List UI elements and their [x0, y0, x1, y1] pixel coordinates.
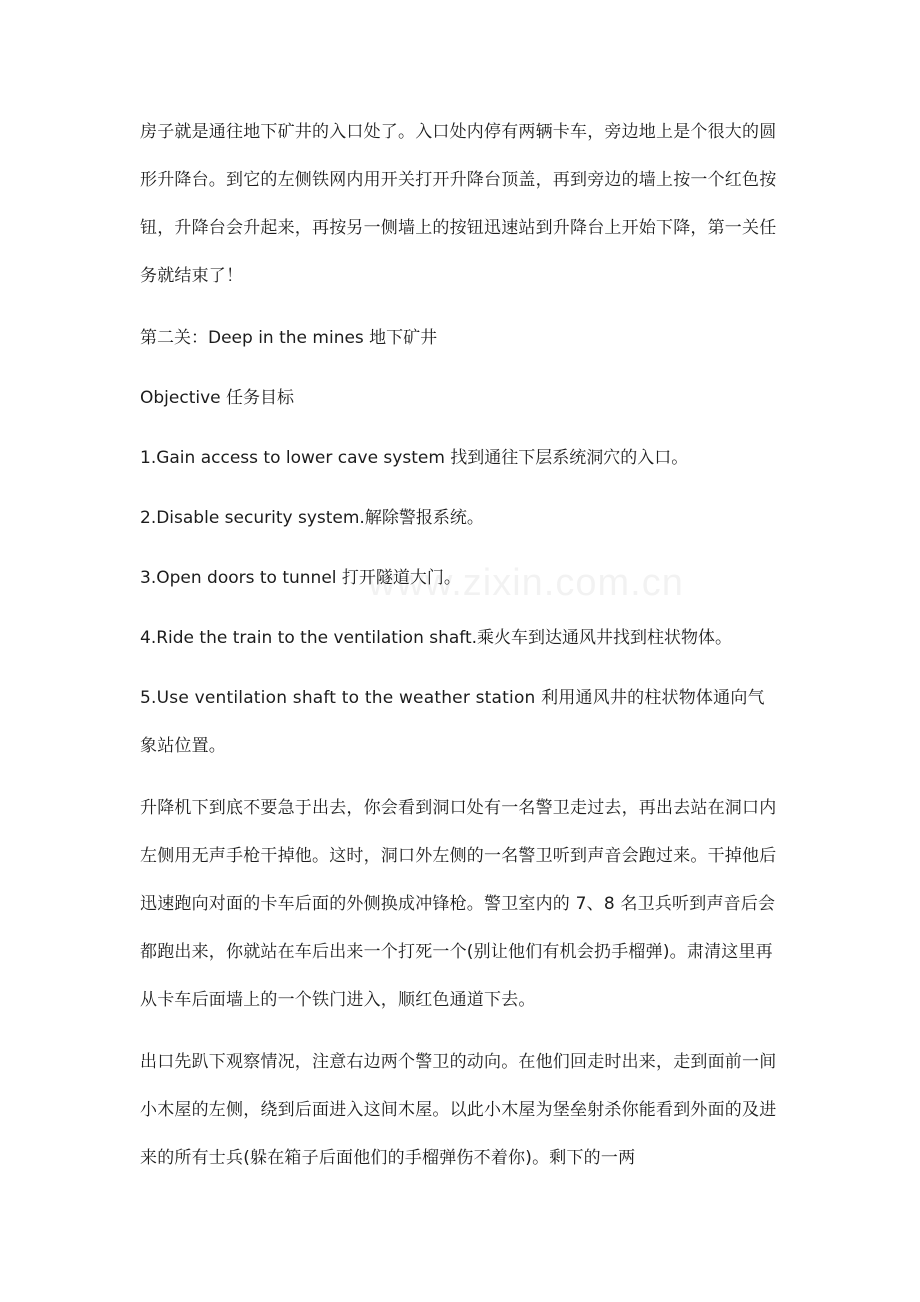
document-body [140, 108, 780, 1196]
objective-item-2: 2.Disable security system.解除警报系统。 [140, 508, 484, 528]
objective-heading: Objective 任务目标 [140, 388, 295, 408]
objective-item-4: 4.Ride the train to the ventilation shaft.乘火车到达通风井找到柱状物体。 [140, 628, 733, 648]
objective-item-5: 5.Use ventilation shaft to the weather station 利用通风井的柱状物体通向气象站位置。 [140, 688, 765, 756]
objective-item-1: 1.Gain access to lower cave system 找到通往下层系统洞穴的入口。 [140, 448, 689, 468]
objective-item-3: 3.Open doors to tunnel 打开隧道大门。 [140, 568, 461, 588]
walkthrough-paragraph-1: 升降机下到底不要急于出去，你会看到洞口处有一名警卫走过去，再出去站在洞口内左侧用无声手枪干掉他。这时，洞口外左侧的一名警卫听到声音会跑过来。干掉他后迅速跑向对面的卡车后面的外侧换成冲锋枪。警卫室内的 7、8 名卫兵听到声音后会都跑出来，你就站在车后出来一个打死一个(别让他们有机会扔手榴弹)。肃清这里再从卡车后面墙上的一个铁门进入，顺红色通道下去。 [140, 798, 777, 1010]
watermark: www.zixin.com.cn [368, 562, 684, 604]
intro-paragraph: 房子就是通往地下矿井的入口处了。入口处内停有两辆卡车，旁边地上是个很大的圆形升降台。到它的左侧铁网内用开关打开升降台顶盖，再到旁边的墙上按一个红色按钮，升降台会升起来，再按另一侧墙上的按钮迅速站到升降台上开始下降，第一关任务就结束了！ [140, 122, 777, 286]
level-title: 第二关：Deep in the mines 地下矿井 [140, 328, 438, 348]
walkthrough-paragraph-2: 出口先趴下观察情况，注意右边两个警卫的动向。在他们回走时出来，走到面前一间小木屋的左侧，绕到后面进入这间木屋。以此小木屋为堡垒射杀你能看到外面的及进来的所有士兵(躲在箱子后面他们的手榴弹伤不着你)。剩下的一两 [140, 1052, 777, 1168]
